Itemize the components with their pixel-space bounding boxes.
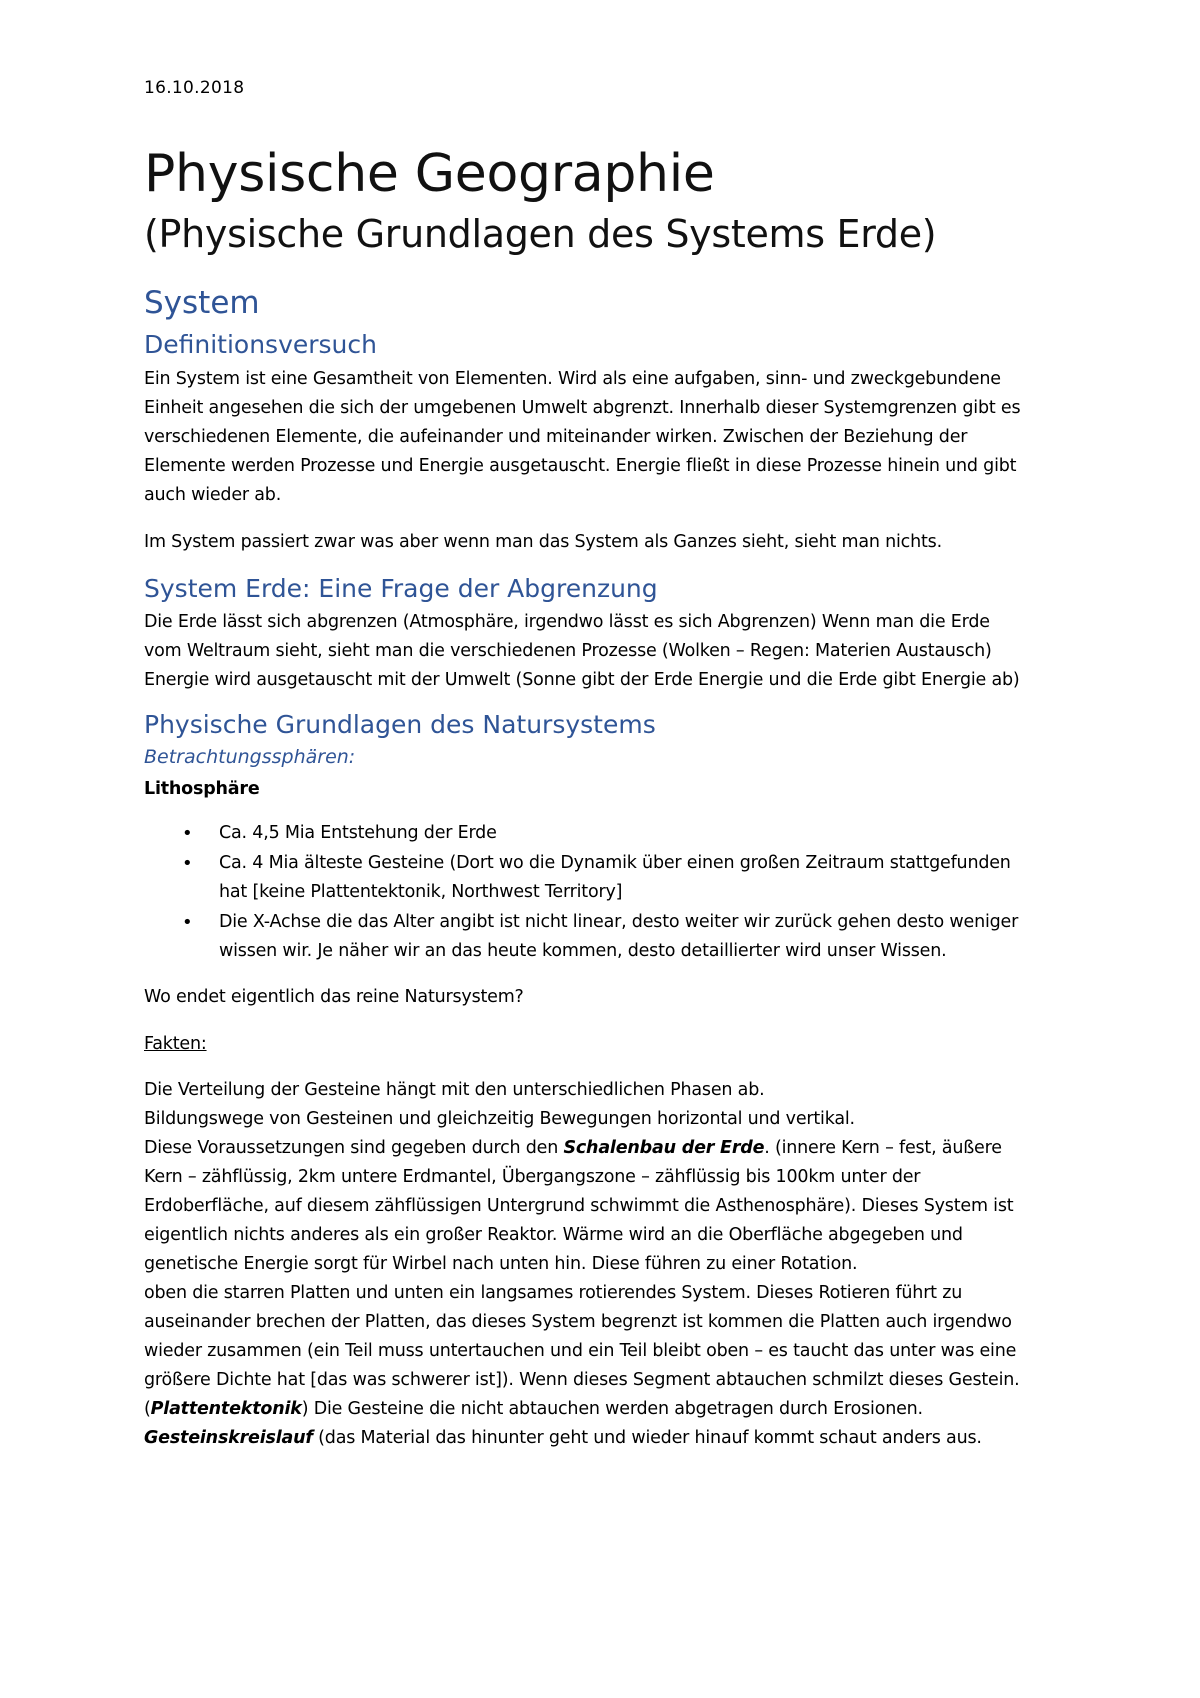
facts-line: Kern – zähflüssig, 2km untere Erdmantel, Übergangszone – zähflüssig bis 100km unter der (144, 1167, 921, 1187)
definition-line: Einheit angesehen die sich der umgebenen Umwelt abgrenzt. Innerhalb dieser Systemgrenzen gibt es (144, 398, 1021, 418)
list-item-text: Ca. 4,5 Mia Entstehung der Erde (219, 823, 497, 843)
facts-line: genetische Energie sorgt für Wirbel nach unten hin. Diese führen zu einer Rotation. (144, 1254, 858, 1274)
subheading-betrachtungsspharen: Betrachtungssphären: (144, 746, 356, 768)
bullet-icon: • (182, 912, 193, 933)
list-item-text: Die X-Achse die das Alter angibt ist nicht linear, desto weiter wir zurück gehen desto weniger (219, 912, 1019, 932)
heading-system-erde: System Erde: Eine Frage der Abgrenzung (144, 574, 658, 603)
facts-label: Fakten: (144, 1034, 207, 1054)
emphasis-plattentektonik: Plattentektonik (150, 1399, 302, 1419)
erde-line: Die Erde lässt sich abgrenzen (Atmosphäre, irgendwo lässt es sich Abgrenzen) Wenn man die Erde (144, 612, 990, 632)
facts-line: Erdoberfläche, auf diesem zähflüssigen Untergrund schwimmt die Asthenosphäre). Dieses System ist (144, 1196, 1014, 1216)
list-item-text: Ca. 4 Mia älteste Gesteine (Dort wo die Dynamik über einen großen Zeitraum stattgefunden (219, 853, 1011, 873)
definition-paragraph-2: Im System passiert zwar was aber wenn man das System als Ganzes sieht, sieht man nichts. (144, 532, 942, 552)
label-lithosphaere: Lithosphäre (144, 779, 260, 799)
question-paragraph: Wo endet eigentlich das reine Natursystem? (144, 987, 524, 1007)
lithosphaere-list (144, 819, 1069, 967)
heading-system: System (144, 285, 260, 321)
facts-line: . (innere Kern – fest, äußere (764, 1138, 1002, 1158)
erde-line: vom Weltraum sieht, sieht man die verschiedenen Prozesse (Wolken – Regen: Materien Austausch) (144, 641, 992, 661)
definition-line: Ein System ist eine Gesamtheit von Elementen. Wird als eine aufgaben, sinn- und zweckgebundene (144, 369, 1001, 389)
facts-line: ) Die Gesteine die nicht abtauchen werden abgetragen durch Erosionen. (301, 1399, 923, 1419)
list-item (144, 819, 1069, 848)
heading-definition: Definitionsversuch (144, 330, 377, 359)
definition-line: Elemente werden Prozesse und Energie ausgetauscht. Energie fließt in diese Prozesse hinein und gibt (144, 456, 1017, 476)
definition-line: auch wieder ab. (144, 485, 282, 505)
facts-line: eigentlich nichts anderes als ein großer Reaktor. Wärme wird an die Oberfläche abgegeben und (144, 1225, 963, 1245)
facts-line: wieder zusammen (ein Teil muss untertauchen und ein Teil bleibt oben – es taucht das unter was eine (144, 1341, 1017, 1361)
erde-paragraph (144, 608, 1069, 695)
facts-line: Diese Voraussetzungen sind gegeben durch den (144, 1138, 564, 1158)
definition-line: verschiedenen Elemente, die aufeinander und miteinander wirken. Zwischen der Beziehung der (144, 427, 968, 447)
facts-line: Bildungswege von Gesteinen und gleichzeitig Bewegungen horizontal und vertikal. (144, 1109, 855, 1129)
document-title: Physische Geographie (144, 144, 715, 204)
erde-line: Energie wird ausgetauscht mit der Umwelt (Sonne gibt der Erde Energie und die Erde gibt Energie ab) (144, 670, 1020, 690)
facts-line: oben die starren Platten und unten ein langsames rotierendes System. Dieses Rotieren führt zu (144, 1283, 963, 1303)
list-item (144, 849, 1069, 907)
facts-paragraph (144, 1076, 1069, 1453)
facts-line: größere Dichte hat [das was schwerer ist]). Wenn dieses Segment abtauchen schmilzt dieses Gestein. (144, 1370, 1020, 1390)
facts-line: Die Verteilung der Gesteine hängt mit den unterschiedlichen Phasen ab. (144, 1080, 765, 1100)
document-date: 16.10.2018 (144, 78, 245, 98)
document-subtitle: (Physische Grundlagen des Systems Erde) (144, 212, 937, 256)
facts-line: auseinander brechen der Platten, das dieses System begrenzt ist kommen die Platten auch irgendwo (144, 1312, 1012, 1332)
list-item (144, 908, 1069, 966)
bullet-icon: • (182, 823, 193, 844)
facts-line: (das Material das hinunter geht und wieder hinauf kommt schaut anders aus. (312, 1428, 982, 1448)
list-item-text: wissen wir. Je näher wir an das heute kommen, desto detaillierter wird unser Wissen. (219, 941, 947, 961)
heading-grundlagen: Physische Grundlagen des Natursystems (144, 710, 656, 739)
bullet-icon: • (182, 853, 193, 874)
emphasis-gesteinskreislauf: Gesteinskreislauf (144, 1428, 313, 1448)
definition-paragraph (144, 365, 1069, 510)
facts-line: ( (144, 1399, 151, 1419)
emphasis-schalenbau: Schalenbau der Erde (563, 1138, 765, 1158)
list-item-text: hat [keine Plattentektonik, Northwest Territory] (219, 882, 623, 902)
